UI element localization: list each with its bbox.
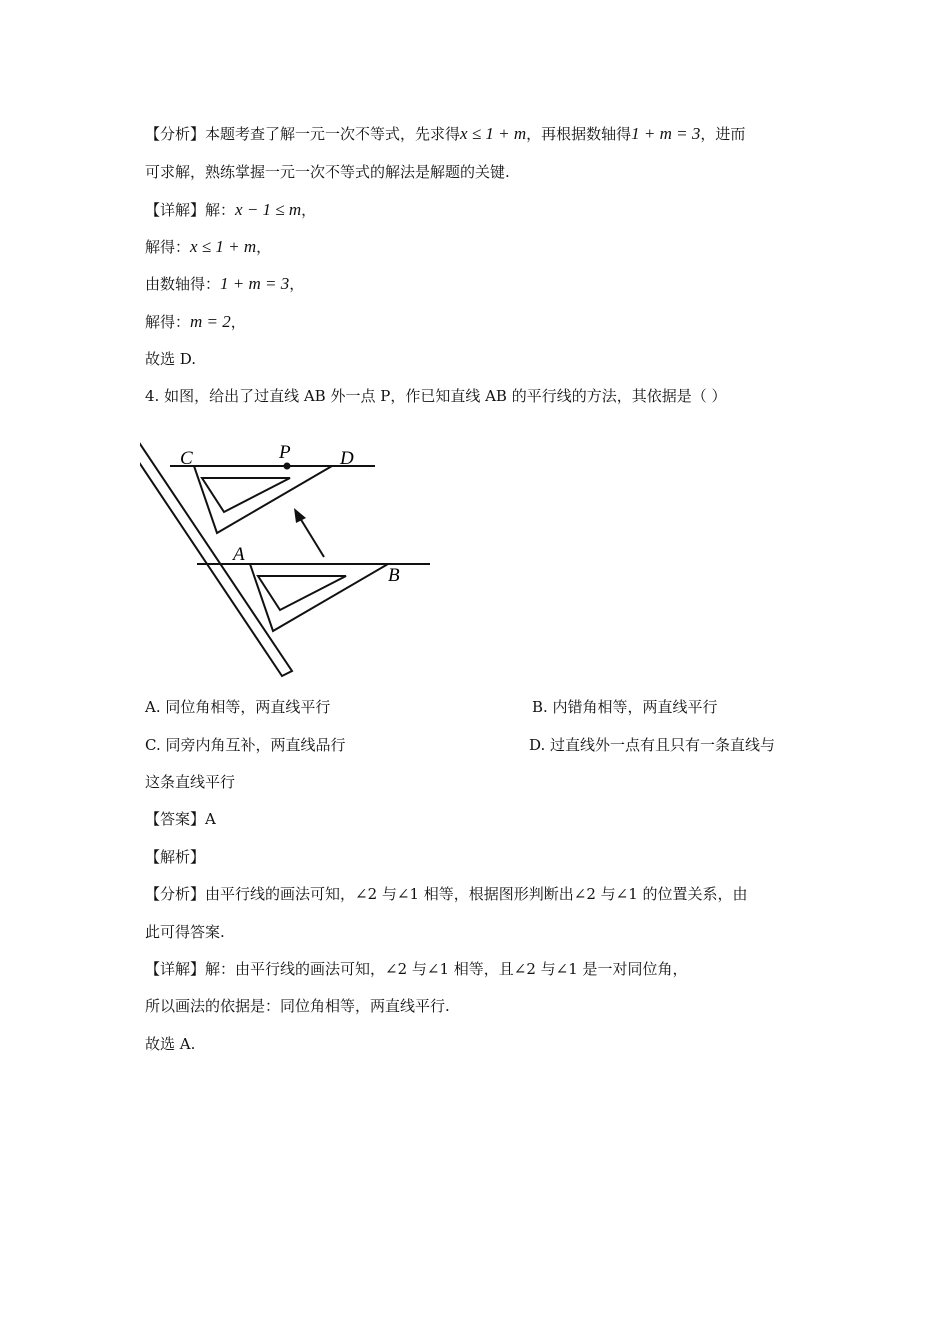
q3-analysis-line1 [145,124,745,144]
analysis-text: ，再根据数轴得 [526,125,632,143]
math-expr: x ≤ 1 + m [190,237,257,256]
detail-tag: 【详解】 [145,960,206,978]
step-end: ， [256,238,272,256]
analysis-text: 本题考查了解一元一次不等式，先求得 [205,125,461,143]
math-expr: 1 + m = 3 [631,124,701,143]
parallel-line-construction-figure [140,420,440,680]
math-expr: 1 + m = 3 [220,274,290,293]
analysis-tag: 【分析】 [145,885,206,903]
label-c: C [180,448,193,469]
q3-conclusion: 故选 D. [145,350,197,368]
math-expr: x ≤ 1 + m [460,124,527,143]
option-c[interactable]: C. 同旁内角互补，两直线品行 [145,736,346,754]
detail-text: 解：由平行线的画法可知，∠2 与∠1 相等，且∠2 与∠1 是一对同位角， [205,960,688,978]
detail-text: 解： [205,201,236,219]
q4-conclusion: 故选 A. [145,1035,196,1053]
option-a[interactable]: A. 同位角相等，两直线平行 [145,698,331,716]
step-end: ， [230,313,246,331]
math-expr: m = 2 [190,312,231,331]
point-p [284,463,291,470]
step-label: 由数轴得： [145,275,221,293]
step-label: 解得： [145,313,191,331]
analysis-text: ，进而 [700,125,746,143]
q3-step2 [145,274,304,294]
label-a: A [233,544,245,565]
label-p: P [279,442,291,463]
label-d: D [340,448,354,469]
detail-text: ， [301,201,317,219]
q4-analysis-line2: 此可得答案. [145,923,225,941]
q4-analysis-line1 [145,884,748,904]
option-d-continued: 这条直线平行 [145,773,236,791]
option-d[interactable]: D. 过直线外一点有且只有一条直线与 [529,736,776,754]
move-arrow-shaft [300,518,324,557]
q4-answer: 【答案】A [145,810,216,828]
step-label: 解得： [145,238,191,256]
upper-set-square-inner [202,478,290,512]
upper-set-square [194,466,332,533]
lower-set-square-inner [258,576,346,610]
q4-stem: 4. 如图，给出了过直线 AB 外一点 P，作已知直线 AB 的平行线的方法，其依据是（ ） [145,387,727,405]
lower-set-square [250,564,388,631]
option-b[interactable]: B. 内错角相等，两直线平行 [532,698,718,716]
q3-detail-line [145,200,316,220]
q3-analysis-line2: 可求解，熟练掌握一元一次不等式的解法是解题的关键. [145,163,510,181]
math-expr: x − 1 ≤ m [235,200,302,219]
q3-step3 [145,312,246,332]
label-b: B [388,565,400,586]
analysis-text: 由平行线的画法可知，∠2 与∠1 相等，根据图形判断出∠2 与∠1 的位置关系，由 [205,885,748,903]
detail-tag: 【详解】 [145,201,206,219]
q4-explain-tag: 【解析】 [145,848,206,866]
step-end: ， [289,275,305,293]
move-arrow-icon [294,508,306,523]
q4-detail-line2: 所以画法的依据是：同位角相等，两直线平行. [145,997,450,1015]
analysis-tag: 【分析】 [145,125,206,143]
q3-step1 [145,237,271,257]
q4-detail-line1 [145,959,688,979]
ruler-shape [140,423,292,676]
